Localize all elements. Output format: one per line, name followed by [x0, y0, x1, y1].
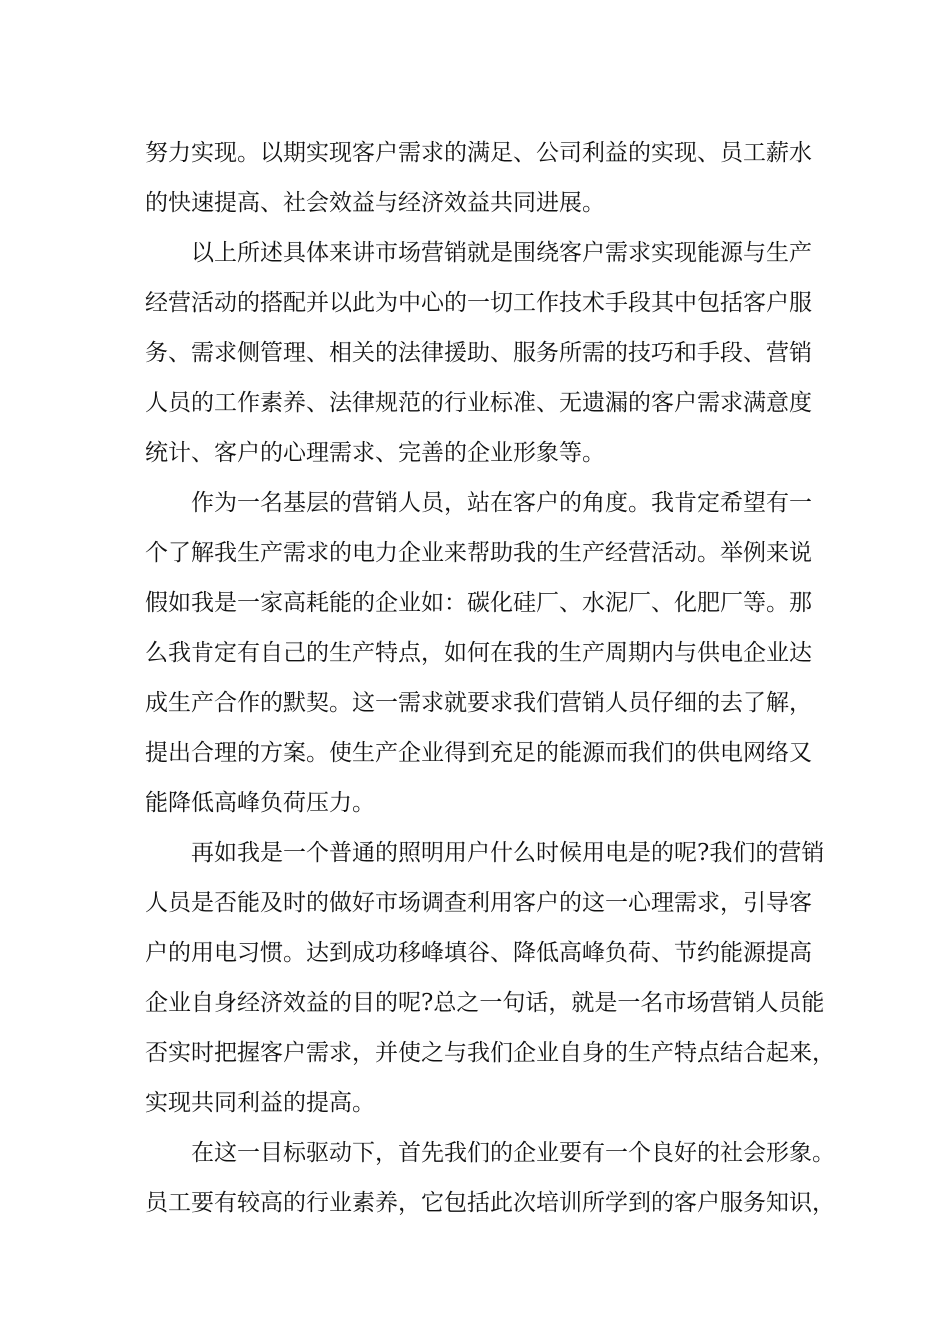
text-line: 否实时把握客户需求，并使之与我们企业自身的生产特点结合起来，	[145, 1040, 835, 1066]
text-line: 人员是否能及时的做好市场调查利用客户的这一心理需求，引导客	[145, 890, 812, 916]
text-line: 么我肯定有自己的生产特点，如何在我的生产周期内与供电企业达	[145, 640, 812, 666]
text-line: 企业自身经济效益的目的呢?总之一句话，就是一名市场营销人员能	[145, 990, 825, 1016]
text-line: 成生产合作的默契。这一需求就要求我们营销人员仔细的去了解，	[145, 690, 812, 716]
text-line: 人员的工作素养、法律规范的行业标准、无遗漏的客户需求满意度	[145, 390, 812, 416]
text-line: 提出合理的方案。使生产企业得到充足的能源而我们的供电网络又	[145, 740, 812, 766]
text-line: 员工要有较高的行业素养，它包括此次培训所学到的客户服务知识，	[145, 1190, 835, 1216]
text-line: 在这一目标驱动下，首先我们的企业要有一个良好的社会形象。	[191, 1140, 835, 1166]
document-body	[145, 128, 835, 1228]
text-line: 的快速提高、社会效益与经济效益共同进展。	[145, 190, 605, 216]
text-line: 再如我是一个普通的照明用户什么时候用电是的呢?我们的营销	[191, 840, 825, 866]
text-line: 个了解我生产需求的电力企业来帮助我的生产经营活动。举例来说	[145, 540, 812, 566]
text-line: 实现共同利益的提高。	[145, 1090, 375, 1116]
text-line: 统计、客户的心理需求、完善的企业形象等。	[145, 440, 605, 466]
text-line: 作为一名基层的营销人员，站在客户的角度。我肯定希望有一	[191, 490, 812, 516]
text-line: 以上所述具体来讲市场营销就是围绕客户需求实现能源与生产	[191, 240, 812, 266]
text-line: 务、需求侧管理、相关的法律援助、服务所需的技巧和手段、营销	[145, 340, 812, 366]
text-line: 假如我是一家高耗能的企业如：碳化硅厂、水泥厂、化肥厂等。那	[145, 590, 812, 616]
text-line: 经营活动的搭配并以此为中心的一切工作技术手段其中包括客户服	[145, 290, 812, 316]
text-line: 能降低高峰负荷压力。	[145, 790, 375, 816]
text-line: 户的用电习惯。达到成功移峰填谷、降低高峰负荷、节约能源提高	[145, 940, 812, 966]
text-line: 努力实现。以期实现客户需求的满足、公司利益的实现、员工薪水	[145, 140, 812, 166]
